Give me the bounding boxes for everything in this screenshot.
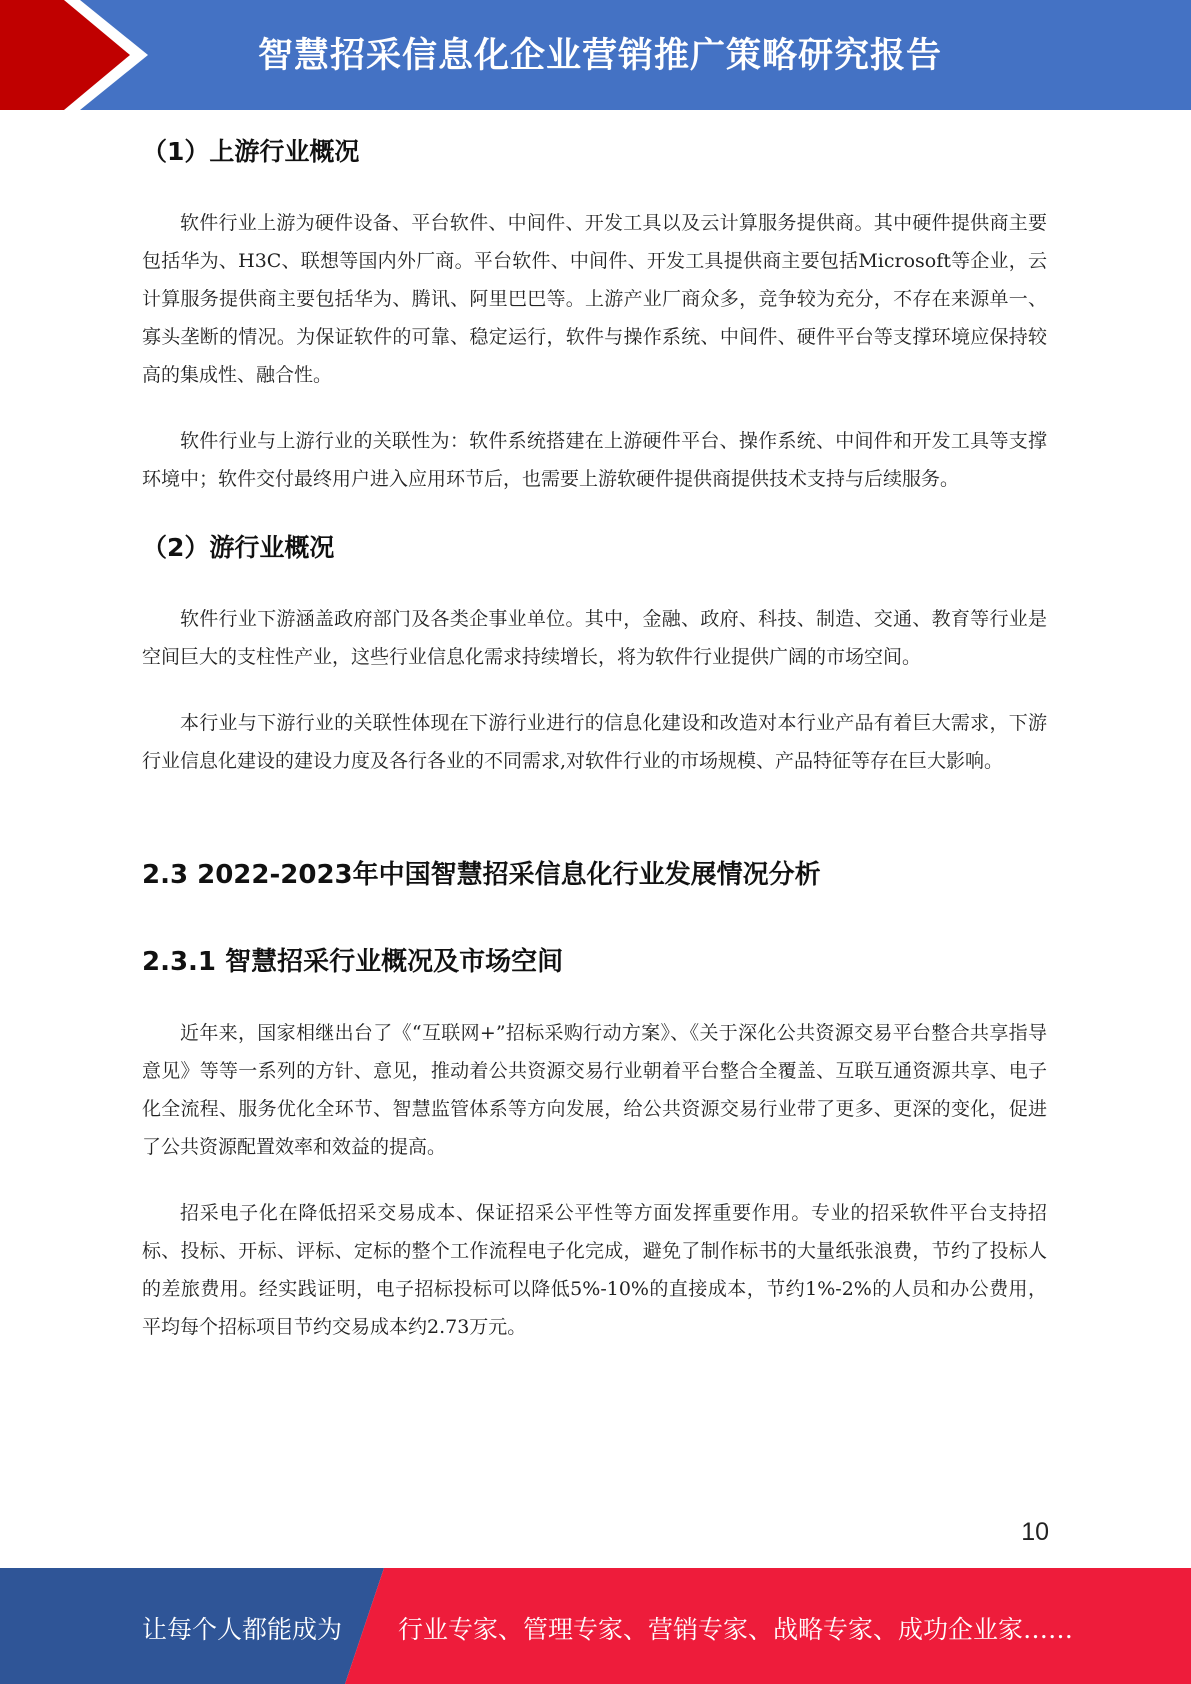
paragraph: 软件行业下游涵盖政府部门及各类企事业单位。其中，金融、政府、科技、制造、交通、教育等行业是空间巨大的支柱性产业，这些行业信息化需求持续增长，将为软件行业提供广阔的市场空间。 <box>142 608 1047 668</box>
page-header <box>0 0 1191 110</box>
heading-section-2-3: 2.3 2022-2023年中国智慧招采信息化行业发展情况分析 <box>142 860 821 890</box>
footer-slogan-left: 让每个人都能成为 <box>142 1615 343 1644</box>
paragraph: 招采电子化在降低招采交易成本、保证招采公平性等方面发挥重要作用。专业的招采软件平台支持招标、投标、开标、评标、定标的整个工作流程电子化完成，避免了制作标书的大量纸张浪费，节约了投标人的差旅费用。经实践证明，电子招标投标可以降低5%-10%的直接成本，节约1%-2%的人员和办公费用，平均每个招标项目节约交易成本约2.73万元。 <box>142 1202 1047 1338</box>
heading-upstream: （1）上游行业概况 <box>142 137 360 166</box>
footer-slogan-right: 行业专家、管理专家、营销专家、战略专家、成功企业家…… <box>398 1615 1074 1644</box>
paragraph: 软件行业与上游行业的关联性为：软件系统搭建在上游硬件平台、操作系统、中间件和开发工具等支撑环境中；软件交付最终用户进入应用环节后，也需要上游软硬件提供商提供技术支持与后续服务。 <box>142 430 1047 490</box>
heading-section-2-3-1: 2.3.1 智慧招采行业概况及市场空间 <box>142 947 564 977</box>
paragraph: 本行业与下游行业的关联性体现在下游行业进行的信息化建设和改造对本行业产品有着巨大需求，下游行业信息化建设的建设力度及各行各业的不同需求,对软件行业的市场规模、产品特征等存在巨大影响。 <box>142 712 1047 772</box>
report-title: 智慧招采信息化企业营销推广策略研究报告 <box>258 36 943 76</box>
paragraph: 软件行业上游为硬件设备、平台软件、中间件、开发工具以及云计算服务提供商。其中硬件提供商主要包括华为、H3C、联想等国内外厂商。平台软件、中间件、开发工具提供商主要包括Microsoft等企业，云计算服务提供商主要包括华为、腾讯、阿里巴巴等。上游产业厂商众多，竞争较为充分，不存在来源单一、寡头垄断的情况。为保证软件的可靠、稳定运行，软件与操作系统、中间件、硬件平台等支撑环境应保持较高的集成性、融合性。 <box>142 212 1047 386</box>
page-footer <box>0 1568 1191 1684</box>
paragraph: 近年来，国家相继出台了《“互联网+”招标采购行动方案》、《关于深化公共资源交易平台整合共享指导意见》等等一系列的方针、意见，推动着公共资源交易行业朝着平台整合全覆盖、互联互通资源共享、电子化全流程、服务优化全环节、智慧监管体系等方向发展，给公共资源交易行业带了更多、更深的变化，促进了公共资源配置效率和效益的提高。 <box>142 1022 1047 1158</box>
page-number: 10 <box>1021 1518 1049 1546</box>
page-content <box>142 132 1047 1346</box>
heading-downstream: （2）游行业概况 <box>142 533 335 562</box>
